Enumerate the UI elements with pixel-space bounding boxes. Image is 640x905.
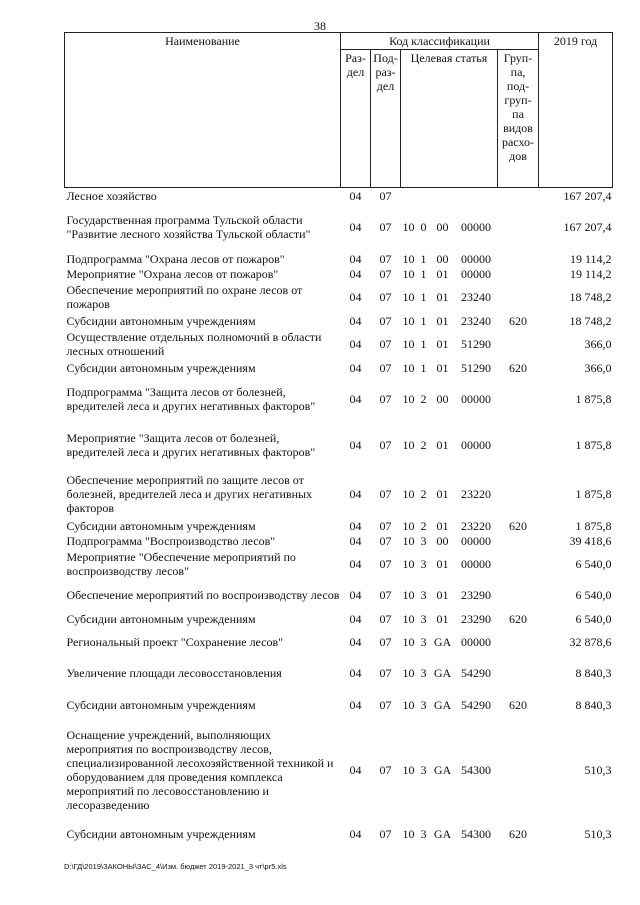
row-section: 04 bbox=[349, 762, 362, 777]
row-event-code: GA bbox=[433, 665, 452, 680]
table-row bbox=[65, 204, 613, 251]
table-row bbox=[65, 251, 613, 267]
row-name: Мероприятие "Охрана лесов от пожаров" bbox=[66, 267, 279, 281]
row-name: Оснащение учреждений, выполняющих мероприятия по воспроизводству лесов, специализированной лесохозяйственной техникой и оборудованием для проведения комплекса мероприятий по лесовосстановлению и лесоразведению bbox=[66, 727, 334, 812]
table-row bbox=[65, 627, 613, 657]
table-row bbox=[65, 721, 613, 819]
row-subprogram-code: 2 bbox=[420, 391, 427, 406]
row-subsection: 07 bbox=[379, 220, 392, 234]
row-amount: 366,0 bbox=[584, 337, 612, 351]
row-event-code: 01 bbox=[436, 337, 449, 351]
row-program-code: 10 bbox=[402, 534, 415, 548]
row-direction-code: 23290 bbox=[461, 588, 491, 602]
row-name: Обеспечение мероприятий по воспроизводству лесов bbox=[66, 588, 340, 602]
row-section: 04 bbox=[349, 267, 362, 281]
table-row bbox=[65, 329, 613, 360]
row-program-code: 10 bbox=[402, 313, 415, 328]
row-section: 04 bbox=[349, 313, 362, 328]
row-expense-group bbox=[498, 329, 539, 360]
row-program-code: 10 bbox=[402, 486, 415, 501]
row-expense-group: 620 bbox=[509, 611, 528, 626]
row-program-code bbox=[401, 188, 417, 204]
row-event-code: 01 bbox=[436, 557, 449, 571]
page-number: 38 bbox=[314, 19, 326, 33]
table-row bbox=[65, 313, 613, 329]
row-subprogram-code: 3 bbox=[420, 697, 427, 712]
row-expense-group bbox=[498, 188, 539, 204]
row-subsection: 07 bbox=[379, 665, 392, 680]
row-amount: 8 840,3 bbox=[575, 665, 612, 680]
row-program-code: 10 bbox=[402, 826, 415, 841]
row-event-code: 00 bbox=[436, 391, 449, 406]
row-subsection: 07 bbox=[379, 438, 392, 452]
row-subprogram-code: 2 bbox=[420, 438, 427, 452]
row-direction-code: 23220 bbox=[461, 519, 491, 533]
header-year: 2019 год bbox=[539, 33, 613, 188]
row-subprogram-code: 2 bbox=[420, 486, 427, 501]
row-expense-group bbox=[498, 627, 539, 657]
row-section: 04 bbox=[349, 588, 362, 602]
row-program-code: 10 bbox=[402, 251, 415, 266]
row-subsection: 07 bbox=[379, 762, 392, 777]
row-program-code: 10 bbox=[402, 762, 415, 777]
row-expense-group: 620 bbox=[509, 519, 528, 533]
row-amount: 39 418,6 bbox=[569, 534, 612, 548]
row-section: 04 bbox=[349, 360, 362, 375]
row-name: Подпрограмма "Защита лесов от болезней, вредителей леса и других негативных факторов" bbox=[66, 384, 316, 413]
header-subsection: Под-раз-дел bbox=[371, 50, 401, 188]
row-expense-group bbox=[498, 204, 539, 251]
row-section: 04 bbox=[349, 438, 362, 452]
row-expense-group bbox=[498, 657, 539, 689]
row-event-code: GA bbox=[433, 634, 452, 649]
row-name: Лесное хозяйство bbox=[66, 188, 157, 203]
row-event-code: 01 bbox=[436, 588, 449, 602]
row-direction-code: 54300 bbox=[461, 762, 491, 777]
table-row bbox=[65, 689, 613, 721]
row-direction-code: 54290 bbox=[461, 697, 491, 712]
row-event-code: 01 bbox=[436, 360, 449, 375]
row-subprogram-code: 1 bbox=[420, 251, 427, 266]
row-section: 04 bbox=[349, 826, 362, 841]
table-header bbox=[65, 33, 613, 188]
row-subsection: 07 bbox=[379, 290, 392, 304]
row-direction-code: 00000 bbox=[461, 634, 491, 649]
row-name: Обеспечение мероприятий по охране лесов от пожаров bbox=[66, 283, 303, 311]
file-path-footer: D:\ГД\2019\ЗАКОНЫ\ЗАС_4\Изм. бюджет 2019-2021_3 чт\pr5.xls bbox=[64, 862, 287, 871]
row-subprogram-code: 1 bbox=[420, 313, 427, 328]
row-expense-group bbox=[498, 580, 539, 611]
header-target-article: Целевая статья bbox=[401, 50, 498, 188]
row-direction-code: 00000 bbox=[461, 391, 491, 406]
budget-table bbox=[64, 32, 613, 849]
row-name: Субсидии автономным учреждениям bbox=[66, 611, 256, 626]
table-row bbox=[65, 819, 613, 849]
row-amount: 167 207,4 bbox=[563, 188, 612, 203]
table-row bbox=[65, 549, 613, 580]
row-subprogram-code: 2 bbox=[420, 519, 427, 533]
row-expense-group bbox=[498, 469, 539, 519]
row-program-code: 10 bbox=[402, 337, 415, 351]
row-program-code: 10 bbox=[402, 519, 415, 533]
row-event-code: GA bbox=[433, 762, 452, 777]
row-program-code: 10 bbox=[402, 290, 415, 304]
row-subsection: 07 bbox=[379, 634, 392, 649]
row-name: Подпрограмма "Охрана лесов от пожаров" bbox=[66, 251, 285, 266]
row-section: 04 bbox=[349, 391, 362, 406]
row-subsection: 07 bbox=[379, 391, 392, 406]
row-section: 04 bbox=[349, 337, 362, 351]
row-name: Подпрограмма "Воспроизводство лесов" bbox=[66, 534, 276, 548]
row-subprogram-code: 1 bbox=[420, 290, 427, 304]
row-subprogram-code: 1 bbox=[420, 337, 427, 351]
row-subprogram-code: 3 bbox=[420, 611, 427, 626]
row-expense-group bbox=[498, 721, 539, 819]
row-subsection: 07 bbox=[379, 588, 392, 602]
row-event-code: 01 bbox=[436, 313, 449, 328]
row-direction-code: 23240 bbox=[461, 313, 491, 328]
row-program-code: 10 bbox=[402, 634, 415, 649]
row-name: Обеспечение мероприятий по защите лесов от болезней, вредителей леса и других негативных факторов bbox=[66, 472, 313, 515]
row-section: 04 bbox=[349, 290, 362, 304]
row-subsection: 07 bbox=[379, 267, 392, 281]
row-name: Мероприятие "Защита лесов от болезней, вредителей леса и других негативных факторов" bbox=[66, 431, 316, 459]
row-program-code: 10 bbox=[402, 438, 415, 452]
row-program-code: 10 bbox=[402, 611, 415, 626]
row-program-code: 10 bbox=[402, 220, 415, 234]
table-row bbox=[65, 534, 613, 549]
row-section: 04 bbox=[349, 665, 362, 680]
row-direction-code: 00000 bbox=[461, 267, 491, 281]
row-event-code: GA bbox=[433, 826, 452, 841]
row-direction-code: 23240 bbox=[461, 290, 491, 304]
row-name: Осуществление отдельных полномочий в области лесных отношений bbox=[66, 330, 322, 358]
row-amount: 6 540,0 bbox=[575, 611, 612, 626]
row-expense-group: 620 bbox=[509, 697, 528, 712]
table-body bbox=[65, 188, 613, 849]
row-name: Региональный проект "Сохранение лесов" bbox=[66, 634, 284, 649]
row-direction-code: 51290 bbox=[461, 360, 491, 375]
table-row bbox=[65, 657, 613, 689]
row-name: Субсидии автономным учреждениям bbox=[66, 519, 256, 533]
table-row bbox=[65, 519, 613, 534]
header-section: Раз-дел bbox=[341, 50, 371, 188]
row-event-code: 01 bbox=[436, 486, 449, 501]
row-event-code: 01 bbox=[436, 438, 449, 452]
row-direction-code: 00000 bbox=[461, 534, 491, 548]
row-direction-code: 23290 bbox=[461, 611, 491, 626]
row-name: Увеличение площади лесовосстановления bbox=[66, 665, 282, 680]
row-subsection: 07 bbox=[379, 337, 392, 351]
row-subsection: 07 bbox=[379, 697, 392, 712]
row-section: 04 bbox=[349, 611, 362, 626]
table-row bbox=[65, 422, 613, 469]
row-event-code: GA bbox=[433, 697, 452, 712]
row-event-code: 00 bbox=[436, 251, 449, 266]
row-amount: 366,0 bbox=[584, 360, 612, 375]
row-section: 04 bbox=[349, 557, 362, 571]
row-expense-group: 620 bbox=[509, 360, 528, 375]
row-subprogram-code: 3 bbox=[420, 762, 427, 777]
row-direction-code: 54300 bbox=[461, 826, 491, 841]
row-subsection: 07 bbox=[379, 611, 392, 626]
table-row bbox=[65, 282, 613, 313]
row-direction-code: 00000 bbox=[461, 220, 491, 234]
row-subprogram-code: 3 bbox=[420, 634, 427, 649]
row-subsection: 07 bbox=[379, 826, 392, 841]
header-expense-group: Груп-па, под-груп-па видов расхо-дов bbox=[498, 50, 539, 188]
row-event-code: 01 bbox=[436, 611, 449, 626]
header-name: Наименование bbox=[65, 33, 341, 188]
row-section: 04 bbox=[349, 697, 362, 712]
row-amount: 6 540,0 bbox=[575, 588, 612, 602]
table-row bbox=[65, 188, 613, 204]
row-section: 04 bbox=[349, 519, 362, 533]
row-program-code: 10 bbox=[402, 588, 415, 602]
row-section: 04 bbox=[349, 534, 362, 548]
row-name: Мероприятие "Обеспечение мероприятий по воспроизводству лесов" bbox=[66, 550, 296, 578]
row-event-code: 01 bbox=[436, 267, 449, 281]
row-section: 04 bbox=[349, 634, 362, 649]
row-program-code: 10 bbox=[402, 697, 415, 712]
row-subprogram-code: 3 bbox=[420, 557, 427, 571]
table-row bbox=[65, 267, 613, 282]
row-subsection: 07 bbox=[379, 251, 392, 266]
row-name: Государственная программа Тульской области "Развитие лесного хозяйства Тульской области" bbox=[66, 213, 311, 241]
row-direction-code: 00000 bbox=[461, 557, 491, 571]
row-event-code bbox=[431, 188, 455, 204]
table-row bbox=[65, 469, 613, 519]
row-name: Субсидии автономным учреждениям bbox=[66, 360, 256, 375]
table-row bbox=[65, 580, 613, 611]
row-subprogram-code: 1 bbox=[420, 360, 427, 375]
row-expense-group bbox=[498, 534, 539, 549]
row-expense-group bbox=[498, 549, 539, 580]
row-section: 04 bbox=[349, 251, 362, 266]
row-program-code: 10 bbox=[402, 360, 415, 375]
table-row bbox=[65, 611, 613, 627]
header-classification: Код классификации bbox=[341, 33, 539, 50]
row-program-code: 10 bbox=[402, 665, 415, 680]
row-expense-group: 620 bbox=[509, 826, 528, 841]
row-expense-group bbox=[498, 282, 539, 313]
row-subsection: 07 bbox=[379, 486, 392, 501]
row-subprogram-code: 3 bbox=[420, 588, 427, 602]
row-direction-code: 00000 bbox=[461, 438, 491, 452]
row-subsection: 07 bbox=[379, 360, 392, 375]
row-subsection: 07 bbox=[379, 534, 392, 548]
row-subsection: 07 bbox=[379, 519, 392, 533]
row-name: Субсидии автономным учреждениям bbox=[66, 313, 256, 328]
row-program-code: 10 bbox=[402, 391, 415, 406]
row-subprogram-code: 3 bbox=[420, 826, 427, 841]
row-event-code: 00 bbox=[436, 534, 449, 548]
row-expense-group bbox=[498, 422, 539, 469]
row-subprogram-code: 1 bbox=[420, 267, 427, 281]
row-section: 04 bbox=[349, 486, 362, 501]
row-direction-code: 23220 bbox=[461, 486, 491, 501]
row-subprogram-code bbox=[417, 188, 431, 204]
row-direction-code: 00000 bbox=[461, 251, 491, 266]
row-subsection: 07 bbox=[379, 188, 392, 203]
row-subprogram-code: 3 bbox=[420, 534, 427, 548]
row-amount: 1 875,8 bbox=[575, 438, 612, 452]
row-amount: 510,3 bbox=[584, 762, 612, 777]
row-program-code: 10 bbox=[402, 557, 415, 571]
table-row bbox=[65, 360, 613, 376]
row-amount: 18 748,2 bbox=[569, 313, 612, 328]
row-event-code: 01 bbox=[436, 290, 449, 304]
row-amount: 1 875,8 bbox=[575, 486, 612, 501]
row-event-code: 00 bbox=[436, 220, 449, 234]
row-subsection: 07 bbox=[379, 313, 392, 328]
row-amount: 510,3 bbox=[584, 826, 612, 841]
row-section: 04 bbox=[349, 220, 362, 234]
row-name: Субсидии автономным учреждениям bbox=[66, 697, 256, 712]
row-amount: 8 840,3 bbox=[575, 697, 612, 712]
row-amount: 167 207,4 bbox=[563, 220, 612, 234]
row-amount: 1 875,8 bbox=[575, 391, 612, 406]
row-amount: 19 114,2 bbox=[569, 251, 612, 266]
table-row bbox=[65, 376, 613, 422]
row-subprogram-code: 0 bbox=[420, 220, 427, 234]
row-amount: 19 114,2 bbox=[569, 267, 612, 281]
row-amount: 1 875,8 bbox=[575, 519, 612, 533]
row-direction-code: 54290 bbox=[461, 665, 491, 680]
row-section: 04 bbox=[349, 188, 362, 203]
row-event-code: 01 bbox=[436, 519, 449, 533]
row-name: Субсидии автономным учреждениям bbox=[66, 826, 256, 841]
row-subprogram-code: 3 bbox=[420, 665, 427, 680]
row-amount: 32 878,6 bbox=[569, 634, 612, 649]
row-amount: 18 748,2 bbox=[569, 290, 612, 304]
row-expense-group bbox=[498, 251, 539, 267]
row-direction-code: 51290 bbox=[461, 337, 491, 351]
row-subsection: 07 bbox=[379, 557, 392, 571]
row-amount: 6 540,0 bbox=[575, 557, 612, 571]
row-expense-group bbox=[498, 267, 539, 282]
row-expense-group bbox=[498, 376, 539, 422]
row-expense-group: 620 bbox=[509, 313, 528, 328]
row-direction-code bbox=[455, 188, 498, 204]
row-program-code: 10 bbox=[402, 267, 415, 281]
